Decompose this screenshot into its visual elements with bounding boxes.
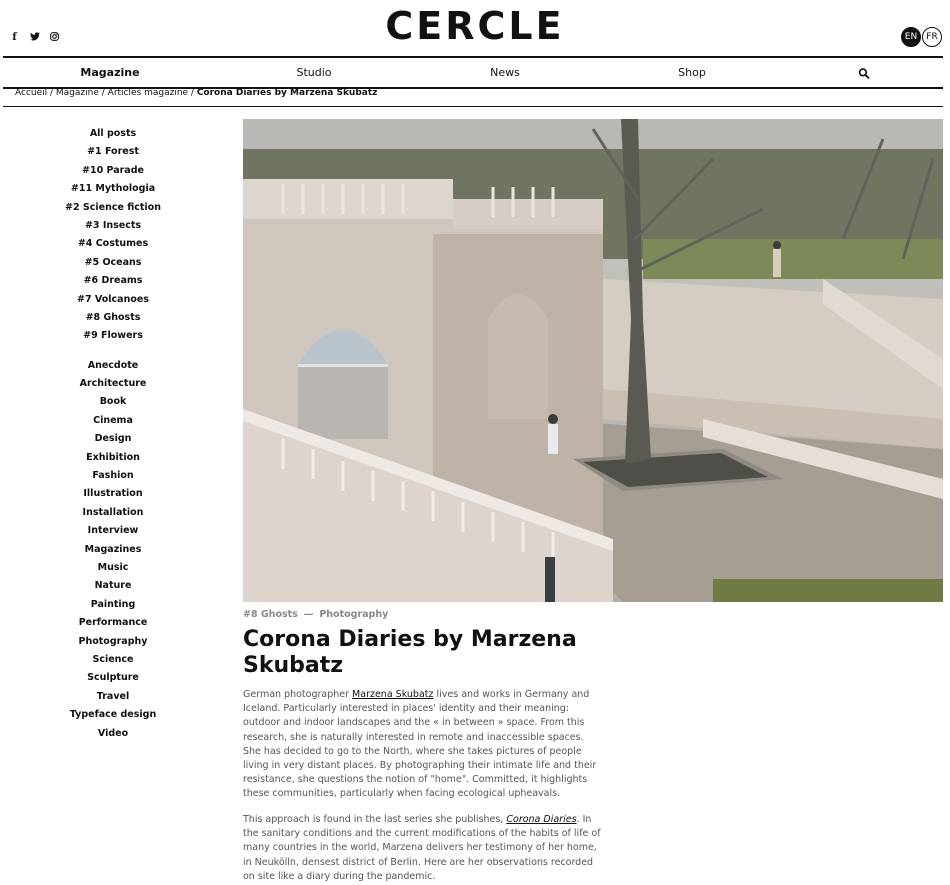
- breadcrumb-articles[interactable]: Articles magazine: [107, 88, 189, 98]
- breadcrumb: [15, 88, 377, 98]
- sidebar-issue-6[interactable]: #4 Costumes: [77, 238, 149, 250]
- sidebar-issue-8[interactable]: #6 Dreams: [83, 275, 143, 287]
- sidebar-category-16[interactable]: Science: [92, 653, 134, 665]
- photo-illustration: [243, 119, 943, 602]
- sidebar-category-7[interactable]: Illustration: [83, 488, 143, 500]
- nav-shop[interactable]: Shop: [678, 66, 706, 79]
- category-list: [13, 359, 213, 745]
- lang-fr-button[interactable]: FR: [922, 27, 942, 47]
- sidebar-category-10[interactable]: Magazines: [84, 543, 142, 555]
- site-header: [0, 0, 950, 56]
- breadcrumb-separator: /: [98, 88, 108, 98]
- sidebar-issue-0[interactable]: All posts: [89, 128, 137, 139]
- sidebar-category-13[interactable]: Painting: [90, 598, 136, 610]
- breadcrumb-home[interactable]: Accueil: [15, 88, 48, 98]
- sidebar-issue-11[interactable]: #9 Flowers: [83, 330, 143, 342]
- nav-news[interactable]: News: [490, 66, 520, 79]
- sidebar-issue-9[interactable]: #7 Volcanoes: [77, 293, 149, 305]
- article-title: Corona Diaries by Marzena Skubatz: [243, 627, 577, 678]
- sidebar-category-5[interactable]: Exhibition: [86, 451, 140, 463]
- sidebar-category-17[interactable]: Sculpture: [87, 672, 139, 684]
- sidebar-spacer: [13, 348, 213, 359]
- tag-issue[interactable]: #8 Ghosts: [243, 609, 298, 620]
- sidebar-category-3[interactable]: Cinema: [93, 414, 133, 426]
- tag-separator: —: [303, 609, 314, 620]
- paragraph-text: This approach is found in the last series she publishes,: [243, 814, 507, 825]
- sidebar-issue-3[interactable]: #11 Mythologia: [70, 183, 156, 195]
- search-icon[interactable]: [859, 64, 870, 83]
- sidebar-category-15[interactable]: Photography: [78, 635, 148, 647]
- sidebar-issue-7[interactable]: #5 Oceans: [84, 256, 142, 268]
- article-tags: [243, 609, 388, 620]
- sidebar-category-11[interactable]: Music: [97, 561, 129, 573]
- sidebar-issue-4[interactable]: #2 Science fiction: [65, 201, 161, 213]
- article-hero-image: [243, 119, 943, 602]
- sidebar-category-2[interactable]: Book: [99, 396, 127, 408]
- divider: [3, 106, 943, 107]
- breadcrumb-magazine[interactable]: Magazine: [55, 88, 99, 98]
- site-logo[interactable]: CERCLE: [385, 4, 565, 48]
- sidebar-issue-1[interactable]: #1 Forest: [87, 146, 139, 158]
- sidebar-category-20[interactable]: Video: [97, 727, 129, 739]
- sidebar-issue-2[interactable]: #10 Parade: [82, 164, 144, 176]
- nav-magazine[interactable]: Magazine: [80, 66, 140, 79]
- nav-studio[interactable]: Studio: [296, 66, 332, 79]
- article-paragraph-2: [243, 813, 603, 884]
- main-nav: [3, 56, 943, 89]
- paragraph-text: lives and works in Germany and Iceland. Particularly interested in places' identity and their meaning: outdoor and indoor landscapes and the « in between » space. From this research, she is naturally interested in remote and inaccessible spaces. She has decided to go to the North, where she takes pictures of people living in very distant places. By photographing their intimate life and their resistance, she questions the notion of "home". Committed, it highlights these communities, particularly when facing ecological upheavals.: [243, 689, 597, 800]
- breadcrumb-separator: /: [47, 88, 56, 98]
- issue-list: [13, 127, 213, 348]
- sidebar: [13, 127, 213, 745]
- photographer-link[interactable]: Marzena Skubatz: [352, 689, 434, 700]
- paragraph-text: . In the sanitary conditions and the current modifications of the habits of life of many countries in the world, Marzena delivers her testimony of her home, in Neukölln, densest district of Berlin. Here are her observations recorded on site like a diary during the pandemic.: [243, 814, 601, 882]
- sidebar-category-14[interactable]: Performance: [78, 617, 148, 629]
- facebook-icon[interactable]: f: [12, 32, 17, 43]
- sidebar-category-1[interactable]: Architecture: [79, 378, 147, 390]
- sidebar-category-18[interactable]: Travel: [96, 690, 130, 702]
- sidebar-category-4[interactable]: Design: [94, 433, 132, 445]
- sidebar-category-0[interactable]: Anecdote: [87, 359, 139, 371]
- breadcrumb-separator: /: [188, 88, 197, 98]
- sidebar-category-19[interactable]: Typeface design: [69, 709, 157, 721]
- sidebar-category-12[interactable]: Nature: [94, 580, 132, 592]
- article-paragraph-1: [243, 688, 603, 802]
- series-link[interactable]: Corona Diaries: [506, 814, 577, 825]
- sidebar-category-6[interactable]: Fashion: [92, 470, 134, 482]
- sidebar-issue-5[interactable]: #3 Insects: [84, 219, 142, 231]
- tag-category[interactable]: Photography: [319, 609, 389, 620]
- lang-en-button[interactable]: EN: [901, 27, 921, 47]
- sidebar-category-8[interactable]: Installation: [82, 506, 144, 518]
- breadcrumb-current: Corona Diaries by Marzena Skubatz: [196, 88, 378, 98]
- sidebar-issue-10[interactable]: #8 Ghosts: [85, 311, 141, 323]
- sidebar-category-9[interactable]: Interview: [87, 525, 139, 537]
- language-switcher: [901, 27, 942, 47]
- paragraph-text: German photographer: [243, 689, 353, 700]
